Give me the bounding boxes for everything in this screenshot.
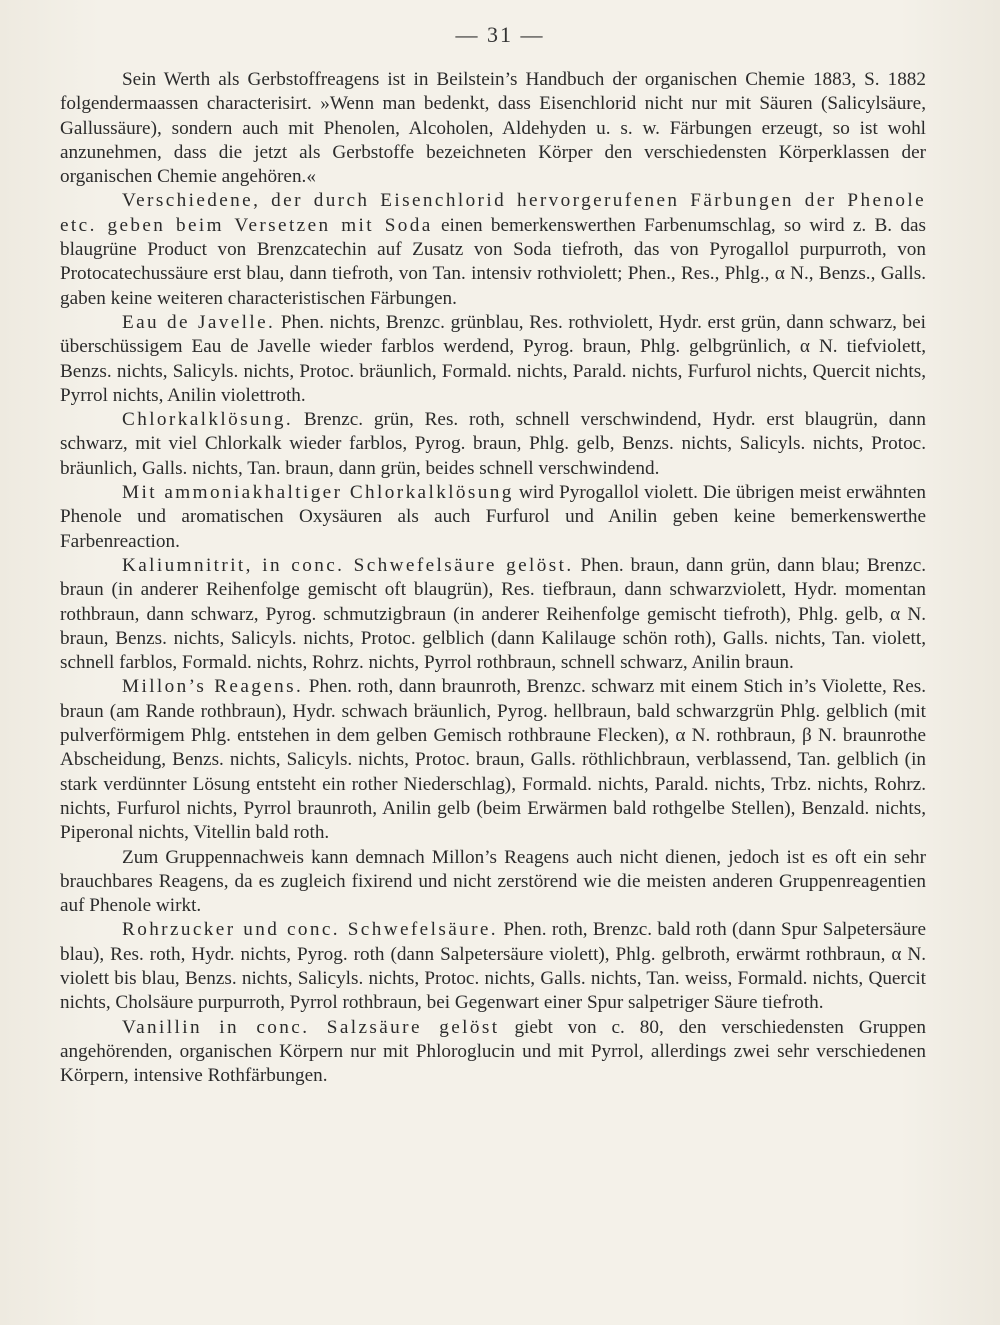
paragraph: [60, 554, 926, 675]
paragraph-text: Phen. roth, dann braunroth, Brenzc. schwarz mit einem Stich in’s Violette, Res. braun (am Rande rothbraun), Hydr. schwach bräunlich, Pyrog. hellbraun, bald schwarzgrün Phlg. gelblich (mit pulverförmigem Phlg. entstehen in dem gelben Gemisch rothbraune Flecken), α N. rothbraun, β N. braunrothe Abscheidung, Benzs. nichts, Salicyls. nichts, Protoc. braun, Galls. röthlichbraun, verblassend, Tan. gelblich (in stark verdünnter Lösung entsteht ein rother Niederschlag), Formald. nichts, Parald. nichts, Trbz. nichts, Rohrz. nichts, Furfurol nichts, Pyrrol braunroth, Anilin gelb (beim Erwärmen bald rothgelbe Stellen), Benzald. nichts, Piperonal nichts, Vitellin bald roth.: [60, 676, 926, 844]
page-number: — 31 —: [455, 22, 545, 47]
paragraph-lead: Eau de Javelle.: [122, 311, 276, 333]
paragraph-text: Brenzc. grün, Res. roth, schnell verschwindend, Hydr. erst blaugrün, dann schwarz, mit viel Chlorkalk wieder farblos, Pyrog. braun, Phlg. gelb, Benzs. nichts, Salicyls. nichts, Protoc. bräunlich, Galls. nichts, Tan. braun, dann grün, beides schnell verschwindend.: [60, 409, 926, 479]
paragraph-text: wird Pyrogallol violett. Die übrigen meist erwähnten Phenole und aromatischen Oxysäuren als auch Furfurol und Anilin geben keine bemerkenswerthe Farbenreaction.: [60, 482, 927, 552]
paragraph: [60, 675, 926, 845]
paragraph-text: Phen. nichts, Brenzc. grünblau, Res. rothviolett, Hydr. erst grün, dann schwarz, bei überschüssigem Eau de Javelle wieder farblos werdend, Pyrog. braun, Phlg. gelbgrünlich, α N. tiefviolett, Benzs. nichts, Salicyls. nichts, Protoc. bräunlich, Formald. nichts, Parald. nichts, Furfurol nichts, Quercit nichts, Pyrrol nichts, Anilin violettroth.: [60, 311, 926, 406]
paragraph-text: giebt von c. 80, den verschiedensten Gruppen angehörenden, organischen Körpern nur mit Phloroglucin und mit Pyrrol, allerdings zwei sehr verschiedenen Körpern, intensive Rothfärbungen.: [60, 1016, 926, 1087]
paragraph-lead: Kaliumnitrit, in conc. Schwefelsäure gelöst.: [122, 554, 574, 576]
paragraph-text: Phen. roth, Brenzc. bald roth (dann Spur Salpetersäure blau), Res. roth, Hydr. nichts, Pyrog. roth (dann Salpetersäure violett), Phlg. gelbroth, erwärmt rothbraun, α N. violett bis blau, Benzs. nichts, Salicyls. nichts, Protoc. nichts, Galls. nichts, Tan. weiss, Formald. nichts, Quercit nichts, Cholsäure purpurroth, Pyrrol rothbraun, bei Gegenwart einer Spur salpetriger Säure tiefroth.: [60, 919, 926, 1014]
paragraph: [60, 68, 926, 189]
paragraph: [60, 189, 926, 310]
paragraph-lead: Rohrzucker und conc. Schwefelsäure.: [122, 919, 499, 941]
paragraph-lead: Verschiedene, der durch Eisenchlorid hervorgerufenen Färbungen der Phenole etc. geben beim Versetzen mit Soda: [60, 190, 926, 236]
paragraph-lead: Chlorkalklösung.: [122, 409, 294, 431]
body-text: [60, 68, 926, 1088]
paragraph: [60, 408, 926, 481]
paragraph-text: Phen. braun, dann grün, dann blau; Brenzc. braun (in anderer Reihenfolge gemischt oft blaugrün), Res. tiefbraun, dann schwarzviolett, Hydr. momentan rothbraun, dann schwarz, Pyrog. schmutzigbraun (in anderer Reihenfolge gemischt tiefroth), Phlg. gelb, α N. braun, Benzs. nichts, Salicyls. nichts, Protoc. gelblich (dann Kalilauge schön roth), Galls. nichts, Tan. violett, schnell farblos, Formald. nichts, Rohrz. nichts, Pyrrol rothbraun, schnell schwarz, Anilin braun.: [60, 554, 927, 674]
paragraph: [60, 918, 926, 1015]
paragraph-text: einen bemerkenswerthen Farbenumschlag, so wird z. B. das blaugrüne Product von Brenzcatechin auf Zusatz von Soda tiefroth, das von Pyrogallol purpurroth, von Protocatechussäure erst blau, dann tiefroth, von Tan. intensiv rothviolett; Phen., Res., Phlg., α N., Benzs., Galls. gaben keine weiteren characteristischen Färbungen.: [60, 214, 926, 309]
paragraph-text: Zum Gruppennachweis kann demnach Millon’s Reagens auch nicht dienen, jedoch ist es oft ein sehr brauchbares Reagens, da es zugleich fixirend und nicht zerstörend wie die meisten anderen Gruppenreagentien auf Phenole wirkt.: [60, 846, 926, 917]
paragraph-text: Sein Werth als Gerbstoffreagens ist in Beilstein’s Handbuch der organischen Chemie 1883, S. 1882 folgendermaassen characterisirt. »Wenn man bedenkt, dass Eisenchlorid nicht nur mit Säuren (Salicylsäure, Gallussäure), sondern auch mit Phenolen, Alcoholen, Aldehyden u. s. w. Färbungen erzeugt, so ist wohl anzunehmen, dass die jetzt als Gerbstoffe bezeichneten Körper den verschiedensten Körperklassen der organischen Chemie angehören.«: [60, 69, 926, 188]
paragraph: [60, 1016, 926, 1089]
paragraph: [60, 846, 926, 919]
paragraph-lead: Mit ammoniakhaltiger Chlorkalklösung: [122, 482, 514, 504]
paragraph: [60, 481, 926, 554]
paragraph: [60, 311, 926, 408]
paragraph-lead: Millon’s Reagens.: [122, 676, 304, 698]
paragraph-lead: Vanillin in conc. Salzsäure gelöst: [122, 1016, 500, 1038]
